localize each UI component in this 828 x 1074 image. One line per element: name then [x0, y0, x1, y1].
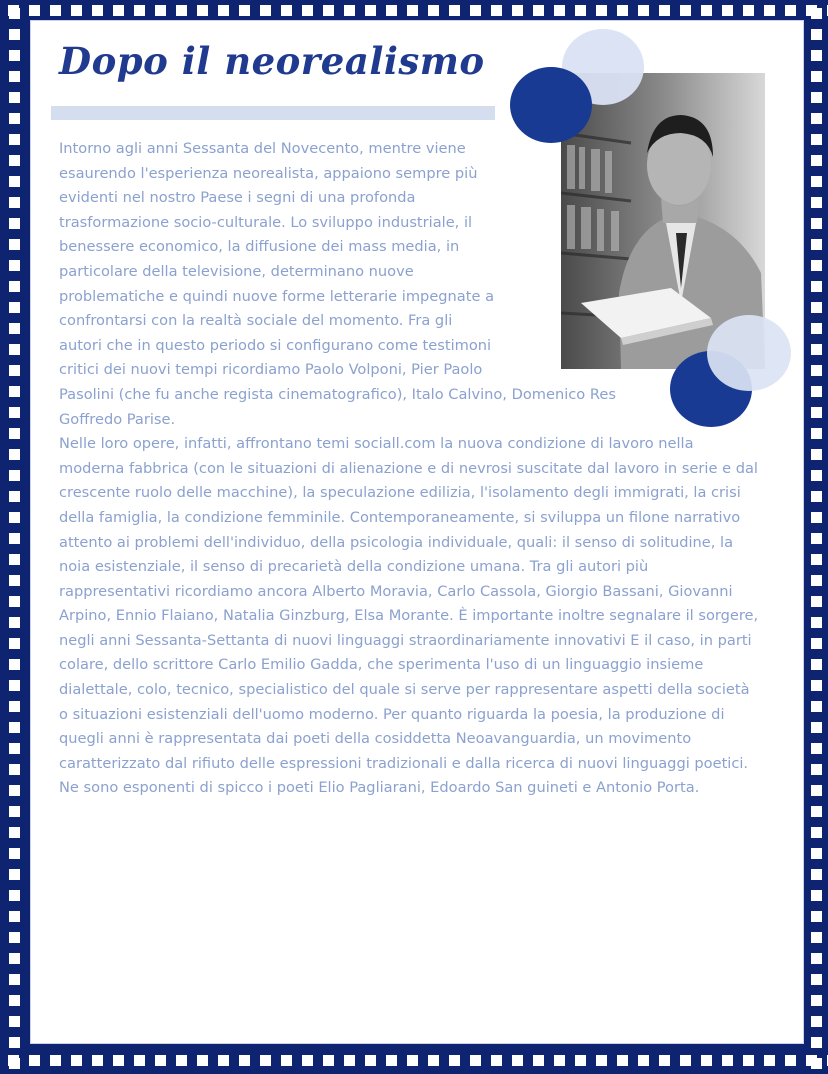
page-title: Dopo il neorealismo [59, 39, 485, 83]
text-line: benessere economico, la diffusione dei mass media, in [59, 238, 460, 256]
frame-squares-left [0, 0, 30, 1074]
text-line: problematiche e quindi nuove forme letterarie impegnate a [59, 287, 495, 305]
intro-paragraph [59, 137, 559, 383]
text-line: confrontarsi con la realtà sociale del momento. Fra gli [59, 312, 453, 330]
intro-paragraph-tail: Pasolini (che fu anche regista cinematografico), Italo Calvino, Domenico Res Goffredo Parise. [59, 385, 616, 428]
text-line: trasformazione socio-culturale. Lo sviluppo industriale, il [59, 213, 473, 231]
document-sheet [30, 20, 804, 1044]
text-line: evidenti nel nostro Paese i segni di una profonda [59, 189, 416, 207]
frame-squares-bottom [0, 1048, 828, 1074]
text-line: Intorno agli anni Sessanta del Novecento, mentre viene [59, 140, 466, 157]
text-line: critici dei nuovi tempi ricordiamo Paolo Volponi, Pier Paolo [59, 361, 483, 379]
decorative-circle-dark [510, 67, 592, 143]
body-text [59, 137, 759, 801]
text-line: autori che in questo periodo si configurano come testimoni [59, 336, 492, 354]
main-paragraph: Nelle loro opere, infatti, affrontano temi sociall.com la nuova condizione di lavoro nella moderna fabbrica (con le situazioni di alienazione e di nevrosi suscitate dal lavoro in serie e dal crescente ruolo delle macchine), la speculazione edilizia, l'isolamento degli immigrati, la crisi della famiglia, la condizione femminile. Contemporaneamente, si sviluppa un filone narrativo attento ai problemi dell'individuo, della psicologia individuale, quali: il senso di solitudine, la noia esistenziale, il senso di precarietà della condizione umana. Tra gli autori più rappresentativi ricordiamo ancora Alberto Moravia, Carlo Cassola, Giorgio Bassani, Giovanni Arpino, Ennio Flaiano, Natalia Ginzburg, Elsa Morante. È importante inoltre segnalare il sorgere, negli anni Sessanta-Settanta di nuovi linguaggi straordinariamente innovativi E il caso, in parti colare, dello scrittore Carlo Emilio Gadda, che sperimenta l'uso di un linguaggio insieme dialettale, colo, tecnico, specialistico del quale si serve per rappresentare aspetti della società o situazioni esistenziali dell'uomo moderno. Per quanto riguarda la poesia, la produzione di quegli anni è rappresentata dai poeti della cosiddetta Neoavanguardia, un movimento caratterizzato dal rifiuto delle espressioni tradizionali e dalla ricerca di nuovi linguaggi poetici. Ne sono esponenti di spicco i poeti Elio Pagliarani, Edoardo San guineti e Antonio Porta. [59, 435, 759, 797]
title-underline-bar [51, 106, 495, 120]
frame-squares-right [804, 0, 828, 1074]
text-line: esaurendo l'esperienza neorealista, appaiono sempre più [59, 164, 478, 182]
text-line: particolare della televisione, determinano nuove [59, 262, 414, 280]
